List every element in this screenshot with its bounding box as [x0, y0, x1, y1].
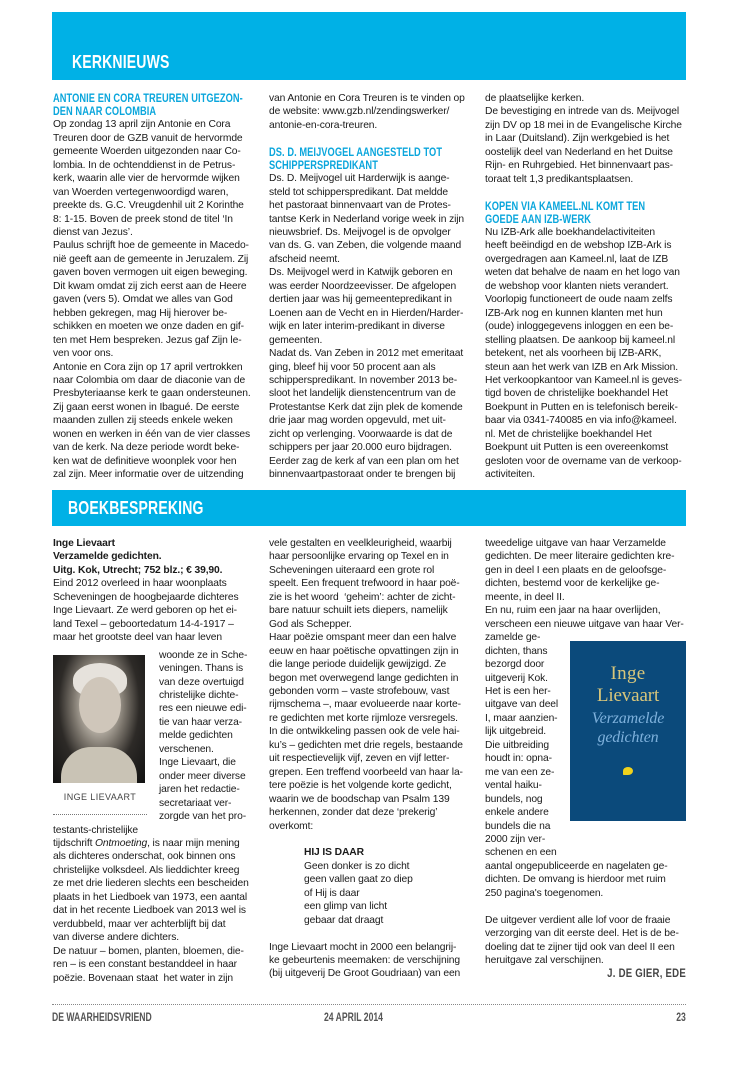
review-body-part-4: Inge Lievaart mocht in 2000 een belangrij- ke gebeurtenis meemaken: de verschijning (bij uitgeverij De Groot Goudriaan) van een [269, 941, 461, 980]
caption-divider [53, 814, 147, 815]
cover-author-first: Inge [610, 663, 646, 685]
bird-logo-icon [623, 767, 633, 775]
article-heading-treuren: ANTONIE EN CORA TREUREN UITGEZON- DEN NAAR COLOMBIA [53, 91, 243, 119]
author-portrait-image [53, 655, 145, 783]
review-body-part-5: tweedelige uitgave van haar Verzamelde gedichten. De meer literaire gedichten kre- gen in deel I een plaats en de geloofsge- dichten, bestemd voor de kerkelijke ge- meente, in deel II. En nu, ruim een jaar na haar overlijden, verscheen een nieuwe uitgave van haar Ver- [485, 538, 684, 630]
kerknieuws-column-3 [485, 92, 686, 482]
section-title-boekbespreking: BOEKBESPREKING [68, 498, 204, 518]
review-body-wrapped: woonde ze in Sche- veningen. Thans is van deze overtuigd christelijke dichte- res een nieuwe edi- tie van haar verza- melde gedichten verschenen. Inge Lievaart, die onder meer diverse jaren het redactie- secretariaat ver- zorgde van het pro- testants-christelijke [53, 649, 248, 836]
boekbespreking-banner [52, 490, 686, 526]
kerknieuws-banner [52, 12, 686, 80]
text-run: tijdschrift [53, 837, 96, 849]
article-body-treuren: Op zondag 13 april zijn Antonie en Cora Treuren door de GZB vanuit de hervormde gemeente Woerden uitgezonden naar Co- lombia. In de ochtenddienst in de Petrus- kerk, waarin alle vier de hervormde wijken van Woerden vertegenwoordigd waren, preekte ds. G.C. Vreugdenhil uit 2 Korinthe 8: 1-15. Boven de preek stond de titel ‘In dienst van Jezus’. Paulus schrijft hoe de gemeente in Macedo- nië geeft aan de gemeente in Jeruzalem. Zij gaven boven vermogen uit eigen beweging. Dit kwam omdat zij zich eerst aan de Heere gaven (vers 5). Omdat we alles van God hebben gekregen, mag Hij hierover be- schikken en moeten we onze daden en gif- ten met Hem bespreken. Jezus gaf Zijn le- ven voor ons. Antonie en Cora zijn op 17 april vertrokken naar Colombia om daar de diaconie van de Presbyteriaanse kerk te gaan ondersteunen. Zij gaan eerst wonen in Ibagué. De eerste maanden zullen zij steeds enkele weken wonen en werken in één van de vier classes van de kerk. Na deze periode wordt beke- ken wat de definitieve woonplek voor hen zal zijn. Meer informatie over de uitzending [53, 119, 251, 481]
boekbespreking-column-2 [269, 537, 479, 981]
article-body-meijvogel-continued: de plaatselijke kerken. De bevestiging en intrede van ds. Meijvogel zijn DV op 18 mei in de Evangelische Kirche in Laar (Duitsland). Zijn werkgebied is het oostelijk deel van Nederland en het Duitse Rijn- en Ruhrgebied. Het binnenvaart pas- toraat telt 1,3 predikantsplaatsen. [485, 93, 682, 185]
text-run: , is naar mijn mening [147, 837, 240, 849]
footer-page-number: 23 [676, 1012, 686, 1024]
poem-body: Geen donker is zo dicht geen vallen gaat zo diep of Hij is daar een glimp van licht gebaar dat draagt [304, 860, 413, 926]
section-title-kerknieuws: KERKNIEUWS [72, 52, 170, 72]
poem [269, 846, 479, 927]
boekbespreking-column-3 [485, 537, 686, 981]
article-heading-kameel: KOPEN VIA KAMEEL.NL KOMT TEN GOEDE AAN IZB-WERK [485, 198, 646, 226]
book-info: Inge Lievaart Verzamelde gedichten. Uitg. Kok, Utrecht; 752 blz.; € 39,90. [53, 538, 223, 576]
kerknieuws-column-2 [269, 92, 479, 482]
review-body-ontmoeting-line [53, 837, 265, 850]
review-body-part-2: als dichteres onderschat, ook binnen ons christelijke volksdeel. Als lieddichter kreeg ze met drie liederen slechts een bescheiden plaats in het Liedboek van 1973, een aantal dat in het recente Liedboek van 2013 wel is verdubbeld, maar ver achterblijft bij dat van diverse andere dichters. De natuur – bomen, planten, bloemen, die- ren – is een constant bestanddeel in haar poëzie. Bovenaan staat het water in zijn [53, 851, 249, 984]
footer-date: 24 APRIL 2014 [324, 1012, 383, 1024]
author-photo [53, 655, 147, 815]
review-body-part-6: aantal ongepubliceerde en nagelaten ge- dichten. De omvang is hierdoor met ruim 250 pagina's toegenomen. [485, 860, 668, 899]
magazine-title: Ontmoeting [95, 837, 148, 849]
poem-title: HIJ IS DAAR [304, 847, 364, 859]
footer-divider [52, 1004, 686, 1005]
kerknieuws-column-1 [53, 92, 265, 482]
cover-title: Verzamelde gedichten [591, 710, 665, 747]
article-body-kameel: Nu IZB-Ark alle boekhandelactiviteiten heeft beëindigd en de webshop IZB-Ark is overgedragen aan Kameel.nl, laat de IZB weten dat behalve de naam en het logo van de webshop voor klanten niets verandert. Voorlopig functioneert de oude naam zelfs IZB-Ark nog en kunnen klanten met hun (oude) inloggegevens inloggen en een be- stelling plaatsen. De aankoop bij kameel.nl betekent, net als voorheen bij IZB-ARK, steun aan het werk van IZB en Ark Mission. Het verkoopkantoor van Kameel.nl is geves- tigd boven de christelijke boekhandel Het Boekpunt in Putten en is telefonisch bereik- baar via 0341-740085 en via info@kameel. nl. Met de christelijke boekhandel Het Boekpunt uit Putten is een overeenkomst gesloten voor de overname van de verkoop- activiteiten. [485, 227, 682, 481]
article-body-meijvogel: Ds. D. Meijvogel uit Harderwijk is aange- steld tot schipperspredikant. Dat meldde het pastoraat binnenvaart van de Protes- tantse Kerk in Nederland vorige week in zijn nieuwsbrief. Ds. Meijvogel is de opvolger van ds. G. van Zeben, die volgende maand afscheid neemt. Ds. Meijvogel werd in Katwijk geboren en was eerder Noordzeevisser. De afgelopen dertien jaar was hij gemeentepredikant in Loenen aan de Vecht en in Hierden/Harder- wijk en later interim-predikant in diverse gemeenten. Nadat ds. Van Zeben in 2012 met emeritaat ging, bleef hij voor 50 procent aan als schipperspredikant. In november 2013 be- sloot het landelijk dienstencentrum van de Protestantse Kerk dat zijn plek de komende drie jaar mag worden opgevuld, met uit- zicht op verlenging. Voorwaarde is dat de schippers per jaar 20.000 euro bijdragen. Eerder zag de kerk af van een plan om het binnenvaartpastoraat onder te brengen bij [269, 173, 465, 481]
cover-author-last: Lievaart [596, 685, 660, 707]
photo-caption: INGE LIEVAART [63, 791, 137, 802]
article-body-treuren-continued: van Antonie en Cora Treuren is te vinden op de website: www.gzb.nl/zendingswerker/ antonie-en-cora-treuren. [269, 93, 465, 131]
article-heading-meijvogel: DS. D. MEIJVOGEL AANGESTELD TOT SCHIPPERSPREDIKANT [269, 144, 443, 172]
book-cover [570, 641, 686, 821]
footer-publication: DE WAARHEIDSVRIEND [52, 1012, 152, 1024]
review-body-intro: Eind 2012 overleed in haar woonplaats Scheveningen de hoogbejaarde dichteres Inge Lievaart. Ze werd geboren op het ei- land Texel – geboortedatum 14-4-1917 – maar het grootste deel van haar leven [53, 578, 239, 644]
author-signature: J. DE GIER, EDE [607, 966, 686, 981]
review-body-wrapped-2: zamelde ge- dichten, thans bezorgd door uitgeverij Kok. Het is een her- uitgave van deel I, maar aanzien- lijk uitgebreid. Die uitbreiding houdt in: opna- me van een ze- vental haiku- bundels, nog enkele andere bundels die na 2000 zijn ver- schenen en een [485, 632, 559, 859]
boekbespreking-column-1 [53, 537, 265, 985]
review-body-closing: De uitgever verdient alle lof voor de fraaie verzorging van dit eerste deel. Het is de be- doeling dat te zijner tijd ook van deel II een heruitgave zal verschijnen. [485, 914, 679, 967]
review-body-part-3: vele gestalten en veelkleurigheid, waarbij haar persoonlijke ervaring op Texel en in Scheveningen uiteraard een grote rol speelt. Een frequent trefwoord in haar poë- zie is het woord ‘geheim’: achter de zicht- bare natuur schuilt iets diepers, namelijk God als Schepper. Haar poëzie omspant meer dan een halve eeuw en haar poëtische opvattingen zijn in die lange periode duidelijk gewijzigd. Ze begon met overwegend lange gedichten in gebonden vorm – vaste strofebouw, vast rijmschema –, maar evolueerde naar korte- re gedichten met korte rijmloze versregels. In die ontwikkeling passen ook de vele hai- ku’s – gedichten met drie regels, bestaande uit respectievelijk vijf, zeven en vijf letter- grepen. Een treffend voorbeeld van haar la- tere poëzie is het volgende korte gedicht, waarin we de boodschap van Psalm 139 herkennen, zonder dat deze ‘prekerig’ overkomt: [269, 538, 463, 832]
